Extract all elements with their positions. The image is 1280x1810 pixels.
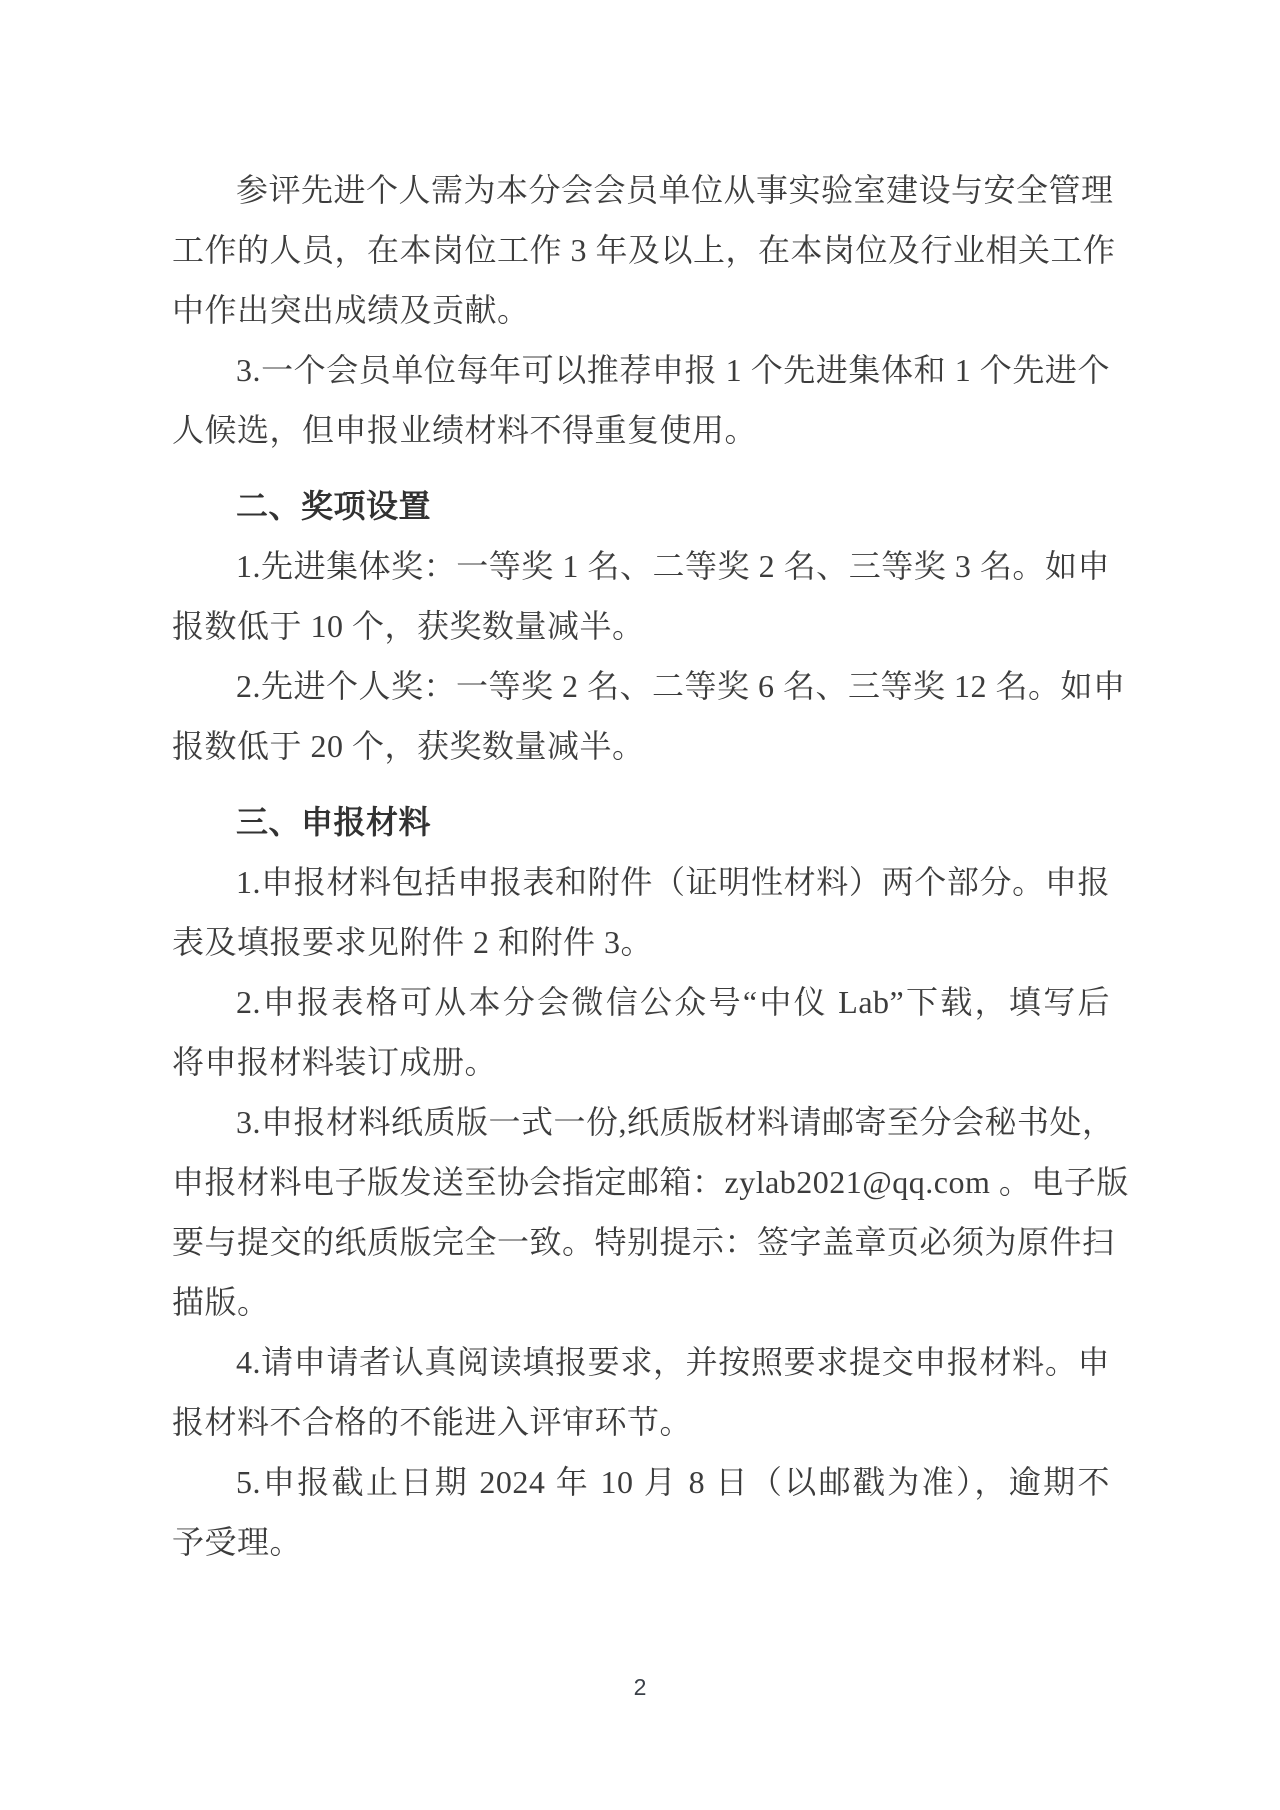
page-number: 2: [633, 1674, 647, 1700]
text-line: 3.申报材料纸质版一式一份,纸质版材料请邮寄至分会秘书处，: [236, 1104, 1115, 1140]
text-line: 要与提交的纸质版完全一致。特别提示：签字盖章页必须为原件扫: [172, 1224, 1115, 1260]
paragraph: [172, 972, 1110, 1092]
paragraph: [172, 160, 1116, 340]
section-heading: 三、申报材料: [236, 804, 432, 840]
text-line: 表及填报要求见附件 2 和附件 3。: [172, 924, 654, 960]
text-line: 5.申报截止日期 2024 年 10 月 8 日（以邮戳为准），逾期不: [236, 1464, 1110, 1500]
paragraph: [172, 536, 1110, 656]
text-line: 将申报材料装订成册。: [172, 1044, 498, 1080]
text-line: 报材料不合格的不能进入评审环节。: [172, 1404, 693, 1440]
document-body: [172, 160, 1129, 1572]
text-line: 1.申报材料包括申报表和附件（证明性材料）两个部分。申报: [236, 864, 1110, 900]
text-line: 2.申报表格可从本分会微信公众号“中仪 Lab”下载，填写后: [236, 984, 1110, 1020]
paragraph: [172, 1452, 1110, 1572]
text-line: 予受理。: [172, 1524, 303, 1560]
text-line: 人候选，但申报业绩材料不得重复使用。: [172, 412, 758, 448]
text-line: 报数低于 20 个，获奖数量减半。: [172, 728, 645, 764]
text-line: 中作出突出成绩及贡献。: [172, 292, 530, 328]
text-line: 工作的人员，在本岗位工作 3 年及以上，在本岗位及行业相关工作: [172, 232, 1116, 268]
paragraph: [172, 1332, 1110, 1452]
text-line: 报数低于 10 个，获奖数量减半。: [172, 608, 645, 644]
paragraph: [172, 340, 1110, 460]
text-line: 参评先进个人需为本分会会员单位从事实验室建设与安全管理: [236, 172, 1114, 208]
section-heading: 二、奖项设置: [236, 488, 432, 524]
paragraph: [172, 1092, 1129, 1332]
paragraph: [172, 852, 1110, 972]
text-line: 3.一个会员单位每年可以推荐申报 1 个先进集体和 1 个先进个: [236, 352, 1110, 388]
text-line: 描版。: [172, 1284, 270, 1320]
text-line: 4.请申请者认真阅读填报要求，并按照要求提交申报材料。申: [236, 1344, 1110, 1380]
paragraph: [172, 656, 1126, 776]
text-line: 申报材料电子版发送至协会指定邮箱：zylab2021@qq.com 。电子版: [172, 1164, 1129, 1200]
text-line: 2.先进个人奖：一等奖 2 名、二等奖 6 名、三等奖 12 名。如申: [236, 668, 1126, 704]
text-line: 1.先进集体奖：一等奖 1 名、二等奖 2 名、三等奖 3 名。如申: [236, 548, 1110, 584]
